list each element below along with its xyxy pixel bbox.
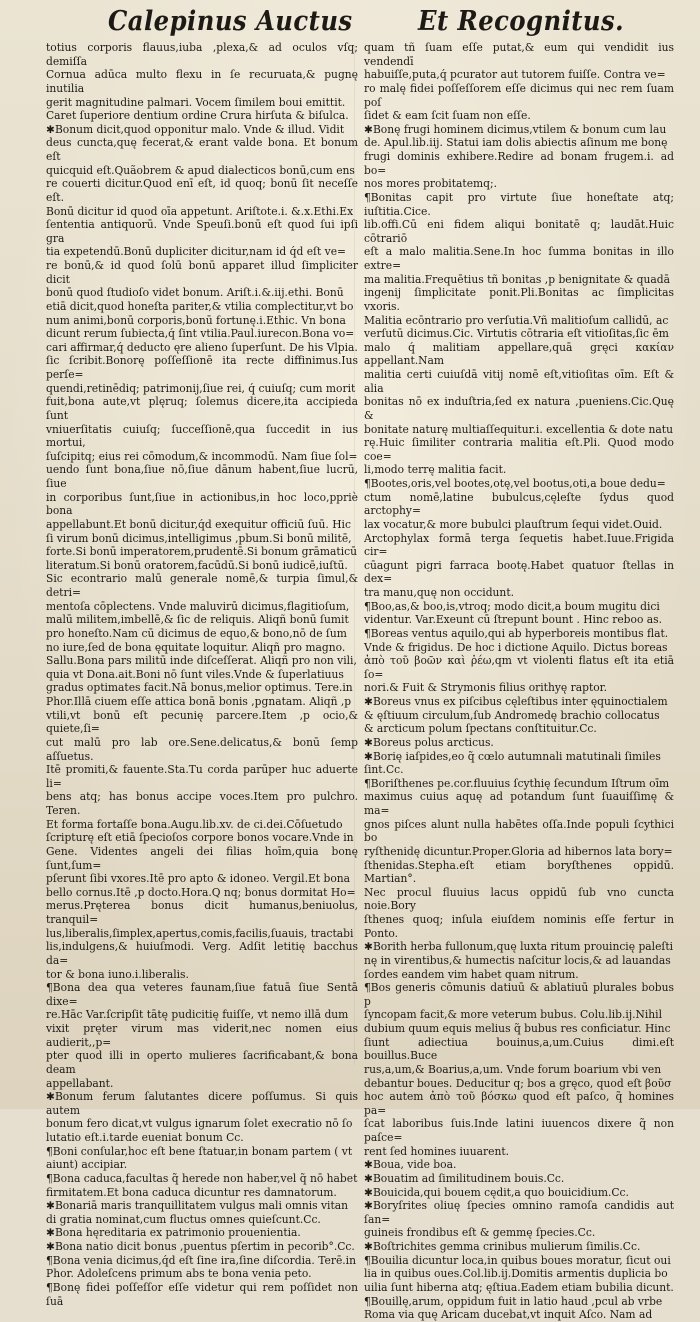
text-line: ¶Bona venia dicimus,q́d eſt ſine ira,ſine diſcordia. Terē.in xyxy=(46,1253,356,1267)
text-line: literatum.Si bonū oratorem,facūdū.Si bonū iudicē,iuſtū. xyxy=(46,558,348,572)
text-line: pro honeſto.Nam cū dicimus de equo,& bono,nō de ſum xyxy=(46,626,347,640)
text-line: guineis frondibus eſt & gemmę ſpecies.Cc. xyxy=(364,1226,596,1240)
text-line: deus cuncta,quę fecerat,& erant valde bona. Et bonum eſt xyxy=(46,136,358,163)
text-line: ſint.Cc. xyxy=(364,763,404,777)
text-line: Phor. Adoleſcens primum abs te bona venia peto. xyxy=(46,1267,312,1281)
text-line: dicunt rerum ſubiecta,q́ ſint vtilia.Paul.iurecon.Bona vo= xyxy=(46,327,355,341)
text-line: Sallu.Bona pars militū inde diſceſſerat. Aliqñ pro non vili, xyxy=(46,654,357,668)
text-line: fuit,bona aute,vt plęruq; ſolemus dicere,ita accipieda ſunt xyxy=(46,395,358,422)
text-line: re bonū,& id quod ſolū bonū apparet illud ſimpliciter dicit xyxy=(46,259,358,286)
text-line: & arcticum polum ſpectans conſtituitur.Cc. xyxy=(364,722,597,736)
text-line: rent ſed homines iuuarent. xyxy=(364,1144,510,1158)
text-line: lutatio eſt.i.tarde eueniat bonum Cc. xyxy=(46,1131,244,1144)
text-line: ſyncopam facit,& more veterum bubus. Colu.lib.ij.Nihil xyxy=(364,1008,663,1022)
text-line: quam tñ ſuam eſſe putat,& eum qui vendidit ius vendendī xyxy=(364,41,674,68)
text-line: Gene. Videntes angeli dei filias hoīm,quia bonę ſunt,ſum= xyxy=(46,844,358,872)
right-text-column xyxy=(364,41,674,1322)
text-line: totius corporis flauus,iuba ,plexa,& ad oculos vſq; demiſſa xyxy=(46,41,358,68)
text-line: vixit pręter virum mas viderit,nec nomen eius audierit,,p= xyxy=(46,1022,358,1049)
header-left-title: Calepinus Auctus xyxy=(108,6,353,37)
text-line: nę in virentibus,& humectis naſcitur locis,& ad lauandas xyxy=(364,953,671,967)
text-line: ſuſcipitq; eius rei cōmodum,& incommodū. Nam ſiue ſol= xyxy=(46,449,358,463)
text-line: uendo ſunt bona,ſiue nō,ſiue dānum habent,ſiue lucrū, ſiue xyxy=(46,463,358,490)
text-line: uilia ſunt hiberna atq; ęſtiua.Eadem etiam bubilia dicunt. xyxy=(364,1280,674,1294)
text-line: Malitia ecōntrario pro verſutia.Vñ malitioſum callidū, ac xyxy=(364,313,669,327)
text-line: tra manu,quę non occidunt. xyxy=(364,586,515,599)
text-line: li,modo terrę malitia facit. xyxy=(364,463,507,477)
text-line: appellabant. xyxy=(46,1076,114,1090)
text-line: ſiunt adiectiua bouinus,a,um.Cuius dimi.eſt bouillus.Buce xyxy=(364,1035,674,1063)
text-line: cut malū pro lab ore.Sene.delicatus,& bonū ſemp aſſuetus. xyxy=(46,735,358,763)
text-line: ſi virum bonū dicimus,intelligimus ,pbum.Si bonū militē, xyxy=(46,531,352,545)
text-line: ſidet & eam ſcit ſuam non eſſe. xyxy=(364,109,531,123)
text-line: num animi,bonū corporis,bonū fortunę.i.Ethic. Vn bona xyxy=(46,313,346,327)
text-line: ¶Boreas ventus aquilo,qui ab hyperboreis montibus flat. xyxy=(364,626,669,640)
text-line: hoc autem ἀπὸ τοῦ βόσκω quod eſt paſco, q̃ homines pa= xyxy=(364,1090,674,1117)
text-line: re.Hāc Var.ſcripſit tātę pudicitię fuiſſe, vt nemo illā dum xyxy=(46,1008,349,1022)
text-line: di gratia nominat,cum fluctus omnes quieſcunt.Cc. xyxy=(46,1212,321,1226)
text-line: cari affirmar,q́ deducto ęre alieno ſuperſunt. De his Vlpia. xyxy=(46,340,358,354)
text-line: rę.Huic ſimiliter contraria malitia eſt.Pli. Quod modo coe= xyxy=(364,436,674,463)
text-line: ✱Boſtrichites gemma crinibus mulierum ſimilis.Cc. xyxy=(364,1240,641,1253)
text-line: lax vocatur,& more bubulci plauſtrum ſequi videt.Ouid. xyxy=(364,517,663,531)
text-line: ingenij ſimplicitate ponit.Pli.Bonitas ac ſimplicitas vxoris. xyxy=(364,286,674,313)
text-line: no iure,ſed de bona ęquitate loquitur. Aliqñ pro magno. xyxy=(46,640,346,654)
text-line: gerit magnitudine palmari. Vocem ſimilem boui emittit. xyxy=(46,95,346,109)
text-line: Phor.Illā ciuem eſſe attica bonā bonis ,pgnatam. Aliqñ ,p xyxy=(46,695,352,708)
text-line: ſthenidas.Stepha.eſt etiam boryſthenes oppidū. Martian°. xyxy=(364,858,674,886)
text-line: ✱Bonę frugi hominem dicimus,vtilem & bonum cum lau xyxy=(364,122,667,136)
text-line: tia expetendū.Bonū dupliciter dicitur,nam id q́d eſt ve= xyxy=(46,245,346,259)
text-line: de. Apul.lib.iij. Statui iam dolis abiectis aſinum me bonę xyxy=(364,136,668,150)
text-line: Sic econtrario malū generale nomē,& turpia ſimul,& detri= xyxy=(46,572,358,599)
text-line: habuiſſe,puta,q́ pcurator aut tutorem fuiſſe. Contra ve= xyxy=(364,68,666,82)
text-line: lis,indulgens,& huiuſmodi. Verg. Adſit letitię bacchus da= xyxy=(46,940,358,967)
text-line: ✱Borith herba fullonum,quę luxta ritum prouincię paleſti xyxy=(364,940,674,954)
text-line: bonum fero dicat,vt vulgus ignarum ſolet execratio nō ſo xyxy=(46,1117,353,1131)
text-line: ✱Bona natio dicit bonus ,puentus pſertim in pecorib°.Cc. xyxy=(46,1240,355,1253)
text-line: ¶Boo,as,& boo,is,vtroq; modo dicit,a boum mugitu dici xyxy=(364,599,660,613)
text-line: tor & bona iuno.i.liberalis. xyxy=(46,967,189,981)
text-line: Et forma fortaſſe bona.Augu.lib.xv. de ci.dei.Cōſuetudo xyxy=(46,817,343,831)
text-line: ✱Bonariā maris tranquillitatem vulgus mali omnis vitan xyxy=(46,1199,349,1213)
text-line: merus.Pręterea bonus dicit humanus,beniuolus, tranquil= xyxy=(46,899,358,926)
text-line: ✱Borię iaſpides,eo q̃ cœlo autumnali matutinali ſimiles xyxy=(364,749,661,763)
text-line: aiunt) accipiar. xyxy=(46,1158,128,1172)
text-line: debantur boues. Deducitur q; bos a gręco, quod eſt βοῦσ xyxy=(364,1076,672,1090)
text-line: re couerti dicitur.Quod enī eſt, id quoq; bonū ſit neceſſe eſt. xyxy=(46,177,358,204)
text-line: bonitate naturę multiaſſequitur.i. excellentia & dote natu xyxy=(364,422,673,436)
text-line: ſordes eandem vim habet quam nitrum. xyxy=(364,967,579,981)
text-line: ¶Boriſthenes pe.cor.fluuius ſcythię ſecundum Iſtrum oīm xyxy=(364,776,670,790)
text-line: etiā dicit,quod honeſta pariter,& vtilia complectitur,vt bo xyxy=(46,299,354,313)
text-line: ſententia antiquorū. Vnde Speuſi.bonū eſt quod ſui ipſi gra xyxy=(46,218,358,245)
text-line: ſthenes quoq; inſula eiuſdem nominis eſſe fertur in Ponto. xyxy=(364,913,674,940)
text-line: appellabunt.Et bonū dicitur,q́d exequitur officiū ſuū. Hic xyxy=(46,517,351,531)
text-line: ✱Boryſrites oliuę ſpecies omnino ramoſa candidis aut ſan= xyxy=(364,1199,674,1226)
text-line: quendi,retinēdiq; patrimonij,ſiue rei, q́ cuiuſq; cum morit xyxy=(46,381,356,395)
text-line: frugi dominis exhibere.Redire ad bonam frugem.i. ad bo= xyxy=(364,150,674,177)
text-line: malū militem,imbellē,& ſic de reliquis. Aliqñ bonū ſumit xyxy=(46,613,349,627)
text-line: lus,liberalis,ſimplex,apertus,comis,facilis,ſuauis, tractabi xyxy=(46,926,354,940)
text-line: ma malitia.Frequētius tñ bonitas ,p benignitate & quadā xyxy=(364,272,670,286)
text-line: dubium quum equis melius q̃ bubus res conficiatur. Hinc xyxy=(364,1022,671,1035)
text-line: mentoſa cōplectens. Vnde maluvirū dicimus,flagitioſum, xyxy=(46,599,350,613)
text-line: & ęſtiuum circulum,ſub Andromedę brachio collocatus xyxy=(364,708,660,722)
text-line: ✱Bouatim ad ſimilitudinem bouis.Cc. xyxy=(364,1171,565,1185)
text-line: Roma via quę Aricam ducebat,vt inquit Aſco. Nam ad xyxy=(364,1308,653,1322)
text-line: ✱Boua, vide boa. xyxy=(364,1158,457,1172)
text-line: quicquid eſt.Quãobrem & apud dialecticos bonū,cum ens xyxy=(46,163,355,177)
text-line: ctum nomē,latine bubulcus,cęleſte ſydus quod arctophy= xyxy=(364,490,674,518)
text-line: firmitatem.Et bona caduca dicuntur res damnatorum. xyxy=(46,1185,337,1199)
text-line: ✱Bouicida,qui bouem cędit,a quo bouicidium.Cc. xyxy=(364,1185,629,1199)
text-line: lia in quibus oues.Col.lib.ij.Domitis armentis duplicia bo xyxy=(364,1267,668,1281)
text-line: lib.offi.Cū eni fidem aliqui bonitatē q; laudāt.Huic cōtrariō xyxy=(364,218,674,245)
text-line: nori.& Fuit & Strymonis filius orithyę raptor. xyxy=(364,681,607,695)
text-line: Caret ſuperiore dentium ordine Crura hirſuta & biſulca. xyxy=(46,109,349,123)
text-line: ✱Bona hęreditaria ex patrimonio prouenientia. xyxy=(46,1226,301,1240)
text-line: bens atq; has bonus accipe voces.Item pro pulchro. Teren. xyxy=(46,790,358,817)
text-line: in corporibus ſunt,ſiue in actionibus,in hoc loco,ppriè bona xyxy=(46,490,358,518)
text-line: ſic ſcribit.Bonorę poſſeſſionē ita recte diffinimus.Ius perſe= xyxy=(46,354,358,381)
text-line: forte.Si bonū imperatorem,prudentē.Si bonum grāmaticū xyxy=(46,545,358,559)
text-line: bonitas nō ex induſtria,ſed ex natura ,pueniens.Cic.Quę & xyxy=(364,395,674,422)
text-line: ſcat laboribus ſuis.Inde latini iuuencos dixere q̃ non paſce= xyxy=(364,1117,674,1144)
text-line: ryſthenidę dicuntur.Proper.Gloria ad hibernos lata bory= xyxy=(364,844,673,858)
text-line: gradus optimates facit.Nā bonus,melior optimus. Tere.in xyxy=(46,681,353,695)
text-line: ro malę fidei poſſeſſorem eſſe dicimus qui nec rem ſuam poſ xyxy=(364,81,674,109)
text-line: verſutū dicimus.Cic. Virtutis cōtraria eſt vitioſitas,ſic ēm xyxy=(364,327,669,341)
text-line: malitia certi cuiuſdā vitij nomē eſt,vitioſitas oīm. Eſt & alia xyxy=(364,368,674,395)
text-line: ¶Bona caduca,facultas q̃ herede non haber,vel q̃ nō habet xyxy=(46,1171,358,1185)
text-line: vniuerſitatis cuiuſq; ſucceſſionē,qua ſuccedit in ius mortui, xyxy=(46,422,358,450)
text-line: pſerunt ſibi vxores.Itē pro apto & idoneo. Vergil.Et bona xyxy=(46,872,351,886)
text-line: Nec procul fluuius lacus oppidū ſub vno cuncta noie.Bory xyxy=(364,885,674,913)
text-line: ✱Boreus vnus ex piſcibus cęleſtibus inter ęquinoctialem xyxy=(364,695,668,708)
text-line: malo q́ malitiam appellare,quā gręci κακίαν appellant.Nam xyxy=(364,340,674,368)
text-line: ✱Bonum dicit,quod opponitur malo. Vnde & illud. Vidit xyxy=(46,122,345,136)
text-line: cūagunt pigri farraca bootę.Habet quatuor ſtellas in dex= xyxy=(364,558,674,586)
text-line: ¶Bos generis cōmunis datiuū & ablatiuū plurales bobus p xyxy=(364,981,674,1008)
text-line: bello cornus.Itē ,p docto.Hora.Q nq; bonus dormitat Ho= xyxy=(46,885,356,899)
text-line: ✱Bonum ferum ſalutantes dicere poſſumus. Si quis autem xyxy=(46,1090,358,1117)
text-line: maximus cuius aquę ad potandum ſunt ſuauiſſimę & ma= xyxy=(364,790,674,817)
text-line: ✱Boreus polus arcticus. xyxy=(364,735,494,749)
text-line: pter quod illi in operto mulieres ſacrificabant,& bona deam xyxy=(46,1049,358,1076)
text-line: nos mores probitatemq;. xyxy=(364,177,497,191)
text-line: Arctophylax formā terga ſequetis habet.Iuue.Frigida cir= xyxy=(364,531,674,559)
running-header xyxy=(0,4,700,44)
text-line: gnos piſces alunt nulla habētes oſſa.Inde populi ſcythici bo xyxy=(364,817,674,845)
left-text-column xyxy=(46,41,358,1308)
text-line: quia vt Dona.ait.Boni nō ſunt viles.Vnde & ſuperlatiuus xyxy=(46,667,344,681)
text-line: ¶Bouilia dicuntur loca,in quibus boues moratur, ſicut oui xyxy=(364,1253,671,1267)
text-line: ¶Bonitas capit pro virtute ſiue honeſtate atq; iuſtitia.Cice. xyxy=(364,190,674,218)
text-line: Vnde & frigidus. De hoc i dictione Aquilo. Dictus boreas xyxy=(364,640,668,654)
text-line: ¶Bouillę,arum, oppidum fuit in latio haud ,pcul ab vrbe xyxy=(364,1294,663,1308)
text-line: vtili,vt bonū eſt pecunię parcere.Item ,p ocio,& quiete,ſi= xyxy=(46,708,358,736)
text-line: Itē promiti,& fauente.Sta.Tu corda parūper huc aduerte li= xyxy=(46,763,358,790)
text-line: ſcripturę eſt etiā ſpecioſos corpore bonos vocare.Vnde in xyxy=(46,831,354,845)
text-line: Cornua adūca multo flexu in ſe recuruata,& pugnę inutilia xyxy=(46,68,358,95)
text-line: ¶Bonę fidei poſſeſſor eſſe videtur qui rem poſſidet non ſuā xyxy=(46,1280,358,1308)
text-line: Bonū dicitur id quod oīa appetunt. Ariſtote.i. &.x.Ethi.Ex xyxy=(46,204,354,218)
text-line: ¶Bootes,oris,vel bootes,otę,vel bootus,oti,a boue dedu= xyxy=(364,477,666,490)
text-line: ¶Boni conſular,hoc eſt bene ſtatuar,in bonam partem ( vt xyxy=(46,1144,353,1158)
text-line: ¶Bona dea qua veteres faunam,ſiue fatuā ſiue Sentā dixe= xyxy=(46,981,358,1008)
text-line: ἀπὸ τοῦ βοῶν καὶ ῥέω,qm vt violenti flatus eſt ita etiā ſo= xyxy=(364,654,674,681)
header-right-title: Et Recognitus. xyxy=(418,6,625,37)
text-line: bonū quod ſtudioſo videt bonum. Ariſt.i.&.iij.ethi. Bonū xyxy=(46,286,344,300)
text-line: rus,a,um,& Boarius,a,um. Vnde forum boarium vbi ven xyxy=(364,1062,662,1076)
text-line: eſt a malo malitia.Sene.In hoc ſumma bonitas in illo extre= xyxy=(364,245,674,272)
text-line: videntur. Var.Exeunt cū ſtrepunt bount . Hinc reboo as. xyxy=(364,613,663,627)
